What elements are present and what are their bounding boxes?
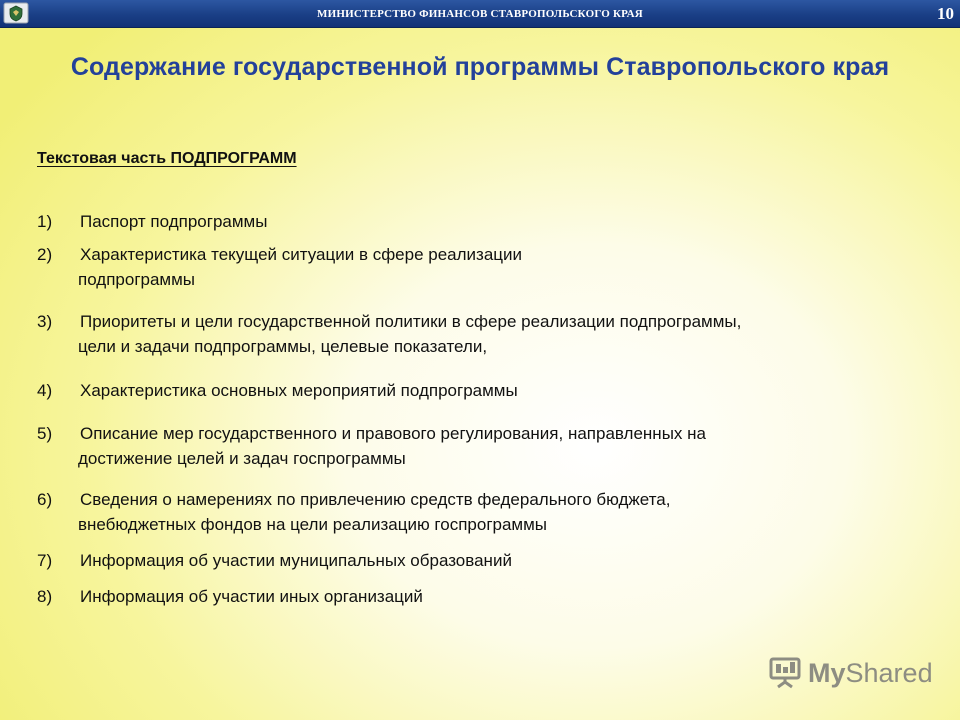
watermark-text: MyShared <box>808 658 933 688</box>
list-item <box>37 242 522 292</box>
header-bar <box>0 0 960 28</box>
list-item <box>37 584 423 609</box>
item-text-continued: внебюджетных фондов на цели реализацию госпрограммы <box>78 515 548 534</box>
ministry-name: МИНИСТЕРСТВО ФИНАНСОВ СТАВРОПОЛЬСКОГО КРАЯ <box>317 8 643 20</box>
item-text-continued: достижение целей и задач госпрограммы <box>78 449 406 468</box>
list-item <box>37 378 518 403</box>
item-number: 3) <box>37 312 53 331</box>
item-text-continued: подпрограммы <box>78 270 196 289</box>
item-text: Паспорт подпрограммы <box>80 212 268 231</box>
item-text-continued: цели и задачи подпрограммы, целевые показатели, <box>78 337 488 356</box>
item-number: 4) <box>37 381 53 400</box>
item-text: Описание мер государственного и правового регулирования, направленных на <box>80 424 706 443</box>
item-number: 1) <box>37 212 53 231</box>
item-text: Характеристика основных мероприятий подпрограммы <box>80 381 518 400</box>
item-number: 2) <box>37 245 53 264</box>
presentation-board-icon <box>768 657 802 689</box>
item-number: 6) <box>37 490 53 509</box>
item-text: Приоритеты и цели государственной политики в сфере реализации подпрограммы, <box>80 312 742 331</box>
list-item <box>37 548 512 573</box>
item-text: Характеристика текущей ситуации в сфере реализации <box>80 245 523 264</box>
item-number: 5) <box>37 424 53 443</box>
page-number: 10 <box>937 4 954 23</box>
item-text: Информация об участии иных организаций <box>80 587 423 606</box>
list-item <box>37 309 741 359</box>
list-item <box>37 487 670 537</box>
item-number: 7) <box>37 551 53 570</box>
item-number: 8) <box>37 587 53 606</box>
list-item <box>37 421 706 471</box>
item-text: Информация об участии муниципальных образований <box>80 551 512 570</box>
list-item <box>37 209 267 234</box>
section-subtitle: Текстовая часть ПОДПРОГРАММ <box>37 150 297 167</box>
item-text: Сведения о намерениях по привлечению средств федерального бюджета, <box>80 490 671 509</box>
slide-title: Содержание государственной программы Ставропольского края <box>70 53 890 81</box>
